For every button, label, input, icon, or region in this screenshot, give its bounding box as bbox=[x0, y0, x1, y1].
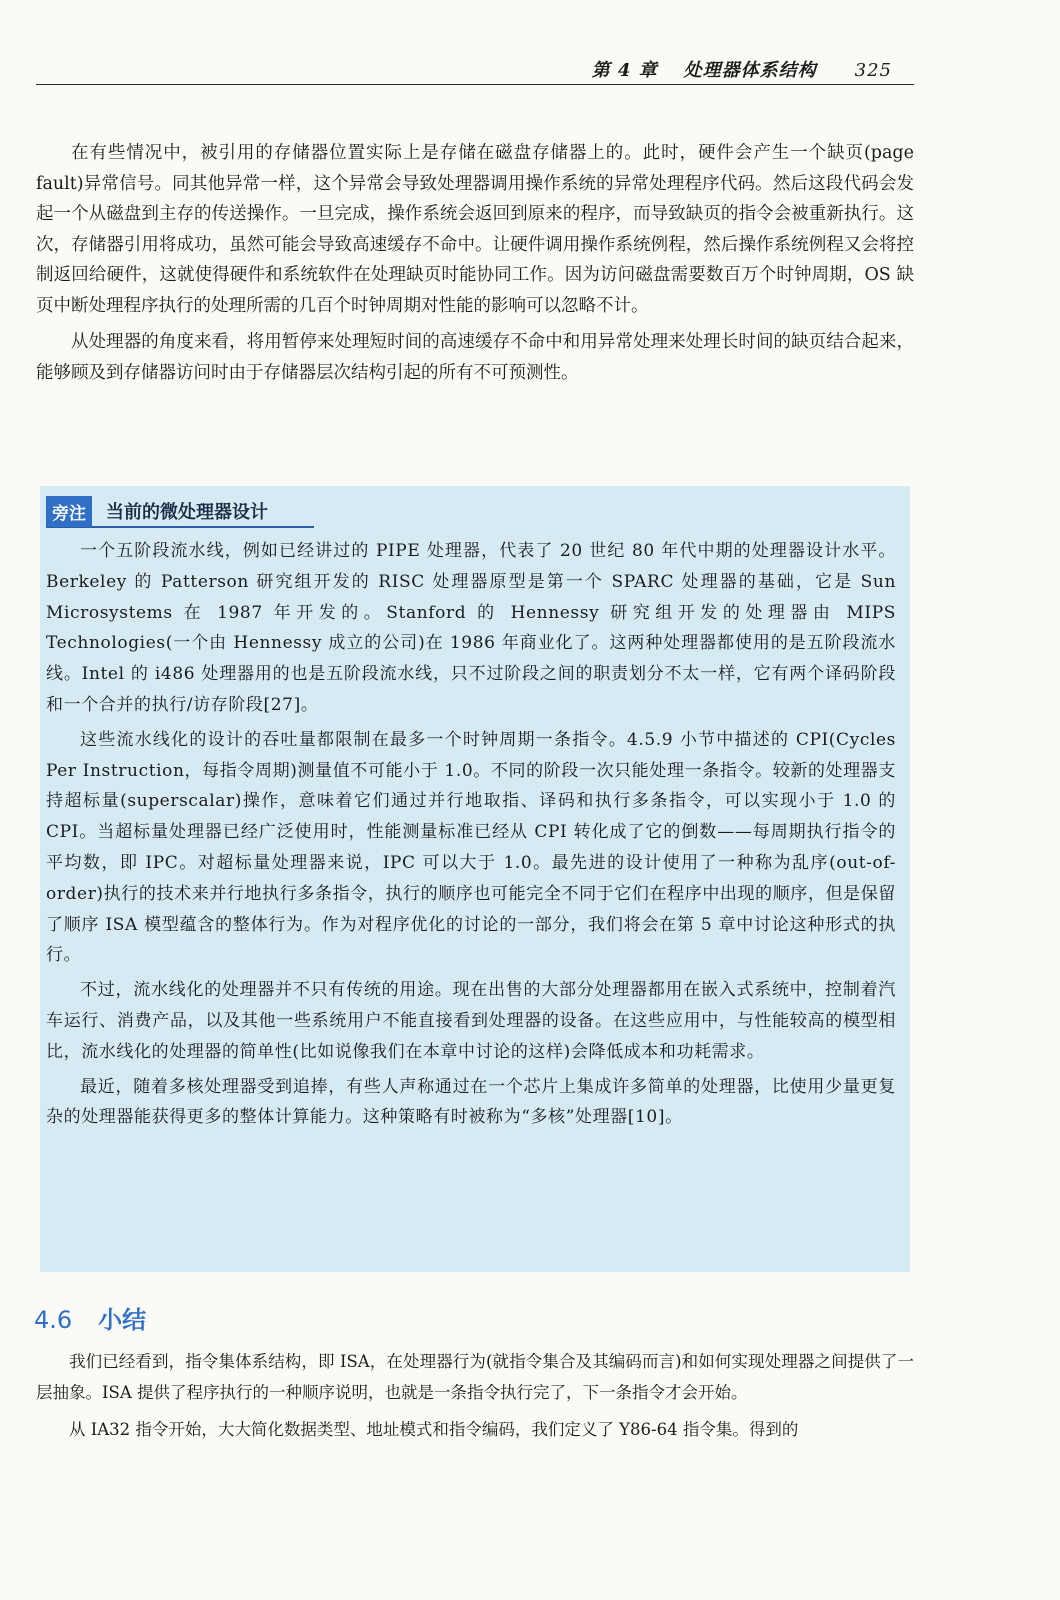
aside-paragraph: 这些流水线化的设计的吞吐量都限制在最多一个时钟周期一条指令。4.5.9 小节中描述的 CPI(Cycles Per Instruction，每指令周期)测量值不可能小于 1.0。不同的阶段一次只能处理一条指令。较新的处理器支持超标量(superscalar)操作，意味着它们通过并行地取指、译码和执行多条指令，可以实现小于 1.0 的 CPI。当超标量处理器已经广泛使用时，性能测量标准已经从 CPI 转化成了它的倒数——每周期执行指令的平均数，即 IPC。对超标量处理器来说，IPC 可以大于 1.0。最先进的设计使用了一种称为乱序(out-of-order)执行的技术来并行地执行多条指令，执行的顺序也可能完全不同于它们在程序中出现的顺序，但是保留了顺序 ISA 模型蕴含的整体行为。作为对程序优化的讨论的一部分，我们将会在第 5 章中讨论这种形式的执行。 bbox=[46, 729, 896, 966]
header-chapter: 第 4 章 bbox=[591, 60, 658, 81]
aside-paragraph: 不过，流水线化的处理器并不只有传统的用途。现在出售的大部分处理器都用在嵌入式系统中，控制着汽车运行、消费产品，以及其他一些系统用户不能直接看到处理器的设备。在这些应用中，与性能较高的模型相比，流水线化的处理器的简单性(比如说像我们在本章中讨论的这样)会降低成本和功耗需求。 bbox=[46, 980, 896, 1062]
aside-paragraph: 最近，随着多核处理器受到追捧，有些人声称通过在一个芯片上集成许多简单的处理器，比使用少量更复杂的处理器能获得更多的整体计算能力。这种策略有时被称为“多核”处理器[10]。 bbox=[46, 1076, 896, 1128]
section-number: 4.6 bbox=[34, 1306, 73, 1334]
aside-tag: 旁注 bbox=[46, 496, 92, 527]
section-paragraph: 我们已经看到，指令集体系结构，即 ISA，在处理器行为(就指令集合及其编码而言)和如何实现处理器之间提供了一层抽象。ISA 提供了程序执行的一种顺序说明，也就是一条指令执行完了，下一条指令才会开始。 bbox=[36, 1352, 914, 1402]
body-paragraph: 从处理器的角度来看，将用暂停来处理短时间的高速缓存不命中和用异常处理来处理长时间的缺页结合起来，能够顾及到存储器访问时由于存储器层次结构引起的所有不可预测性。 bbox=[36, 332, 914, 383]
aside-box bbox=[40, 486, 910, 1272]
aside-paragraph: 一个五阶段流水线，例如已经讲过的 PIPE 处理器，代表了 20 世纪 80 年代中期的处理器设计水平。Berkeley 的 Patterson 研究组开发的 RISC 处理器原型是第一个 SPARC 处理器的基础，它是 Sun Microsystems 在 1987 年开发的。Stanford 的 Hennessy 研究组开发的处理器由 MIPS Technologies(一个由 Hennessy 成立的公司)在 1986 年商业化了。这两种处理器都使用的是五阶段流水线。Intel 的 i486 处理器用的也是五阶段流水线，只不过阶段之间的职责划分不太一样，它有两个译码阶段和一个合并的执行/访存阶段[27]。 bbox=[46, 541, 896, 715]
section-text bbox=[36, 1346, 914, 1451]
aside-body bbox=[46, 536, 896, 1133]
aside-header bbox=[46, 496, 314, 528]
aside-title: 当前的微处理器设计 bbox=[106, 502, 268, 523]
page-number: 325 bbox=[854, 60, 892, 81]
body-paragraph: 在有些情况中，被引用的存储器位置实际上是存储在磁盘存储器上的。此时，硬件会产生一个缺页(page fault)异常信号。同其他异常一样，这个异常会导致处理器调用操作系统的异常处理程序代码。然后这段代码会发起一个从磁盘到主存的传送操作。一旦完成，操作系统会返回到原来的程序，而导致缺页的指令会被重新执行。这次，存储器引用将成功，虽然可能会导致高速缓存不命中。让硬件调用操作系统例程，然后操作系统例程又会将控制返回给硬件，这就使得硬件和系统软件在处理缺页时能协同工作。因为访问磁盘需要数百万个时钟周期，OS 缺页中断处理程序执行的处理所需的几百个时钟周期对性能的影响可以忽略不计。 bbox=[36, 143, 914, 316]
body-text bbox=[36, 138, 914, 394]
section-paragraph: 从 IA32 指令开始，大大简化数据类型、地址模式和指令编码，我们定义了 Y86-64 指令集。得到的 bbox=[69, 1420, 799, 1439]
section-title: 小结 bbox=[98, 1306, 147, 1334]
header-text bbox=[592, 56, 892, 82]
section-heading bbox=[34, 1300, 146, 1335]
running-header bbox=[36, 52, 914, 85]
header-title: 处理器体系结构 bbox=[683, 60, 817, 81]
